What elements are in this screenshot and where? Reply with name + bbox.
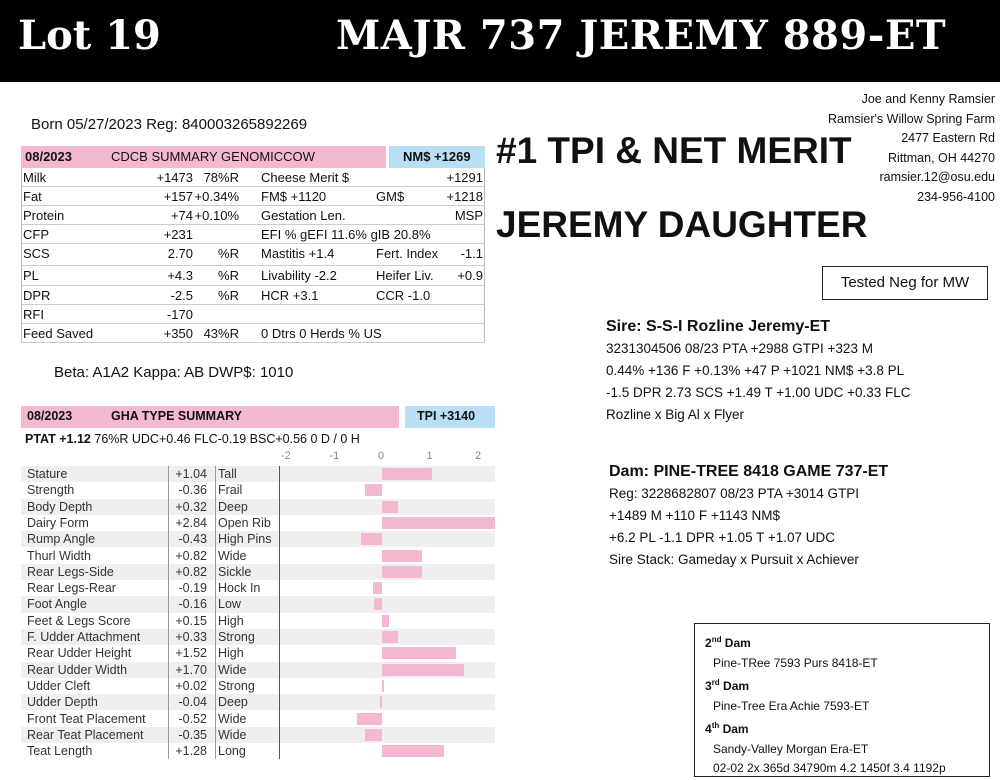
sire-line: -1.5 DPR 2.73 SCS +1.49 T +1.00 UDC +0.33 FLC (606, 385, 911, 400)
dam3-heading: 3rd Dam (705, 678, 750, 693)
summary-cell: %R (218, 288, 239, 303)
trait-value: +0.15 (175, 613, 207, 628)
summary-cell: GM$ (376, 189, 405, 204)
trait-name: Udder Cleft (27, 678, 91, 693)
dam-line: Reg: 3228682807 08/23 PTA +3014 GTPI (609, 486, 860, 501)
headline-sire: JEREMY DAUGHTER (496, 204, 868, 245)
column-divider (279, 466, 280, 759)
trait-name: Body Depth (27, 499, 93, 514)
trait-name: Rear Udder Height (27, 646, 132, 661)
trait-value: +0.32 (175, 499, 207, 514)
dam2-name: Pine-TRee 7593 Purs 8418-ET (713, 655, 878, 670)
summary-cell: +1218 (446, 189, 483, 204)
trait-value: +1.70 (175, 662, 207, 677)
trait-bar (382, 615, 389, 627)
summary-cell: Mastitis +1.4 (261, 246, 335, 261)
dam-heading: Dam: PINE-TREE 8418 GAME 737-ET (609, 463, 889, 480)
trait-descriptor: High (218, 613, 244, 628)
farm-city: Rittman, OH 44270 (888, 150, 995, 165)
trait-bar (382, 664, 464, 676)
trait-descriptor: Wide (218, 662, 247, 677)
scale-tick-label: 2 (475, 450, 482, 462)
summary-cell: PL (23, 268, 39, 283)
trait-name: F. Udder Attachment (27, 630, 141, 644)
dam-line: +1489 M +110 F +1143 NM$ (609, 508, 780, 523)
trait-descriptor: Low (218, 597, 241, 612)
pedigree-box (694, 623, 990, 777)
summary-cell: Livability -2.2 (261, 268, 337, 283)
type-trait-row (21, 727, 495, 743)
summary-row (21, 187, 485, 206)
summary-row (21, 244, 485, 266)
trait-bar (380, 696, 382, 708)
sire-line: 0.44% +136 F +0.13% +47 P +1021 NM$ +3.8 PL (606, 363, 905, 378)
summary-cell: Gestation Len. (261, 208, 346, 223)
trait-bar (357, 713, 382, 725)
summary-cell: %R (218, 246, 239, 261)
sire-line: Rozline x Big Al x Flyer (606, 407, 745, 422)
summary-cell: 0 Dtrs 0 Herds % US (261, 326, 382, 341)
trait-name: Rump Angle (27, 532, 96, 547)
summary-cell: Fat (23, 189, 42, 204)
trait-value: +2.84 (175, 515, 207, 530)
summary-cell: +74 (170, 208, 193, 223)
trait-name: Rear Udder Width (27, 662, 128, 677)
type-title: GHA TYPE SUMMARY (111, 409, 243, 423)
trait-descriptor: High (218, 646, 244, 661)
dam4-name: Sandy-Valley Morgan Era-ET (713, 741, 869, 756)
summary-cell: 2.70 (167, 246, 193, 261)
trait-descriptor: Deep (218, 499, 248, 514)
trait-descriptor: Open Rib (218, 515, 271, 530)
summary-row (21, 168, 485, 187)
type-trait-row (21, 613, 495, 629)
gha-type-summary (21, 406, 495, 759)
type-header (21, 406, 495, 428)
trait-name: Feet & Legs Score (27, 613, 131, 628)
summary-cell: -2.5 (170, 288, 193, 303)
trait-value: +0.33 (175, 630, 207, 644)
trait-bar (382, 680, 384, 692)
headline-rank: #1 TPI & NET MERIT (496, 130, 852, 171)
tpi-badge: TPI +3140 (405, 406, 495, 428)
type-trait-row (21, 629, 495, 645)
trait-name: Front Teat Placement (27, 711, 146, 726)
trait-name: Rear Legs-Side (27, 564, 114, 579)
scale-tick-label: -1 (329, 450, 340, 462)
farm-contact (828, 90, 995, 208)
dam4-heading: 4th Dam (705, 721, 749, 736)
summary-cell: HCR +3.1 (261, 288, 319, 303)
trait-value: -0.36 (178, 483, 207, 498)
trait-bar (382, 501, 398, 513)
trait-descriptor: Strong (218, 630, 255, 644)
type-date: 08/2023 (27, 409, 73, 423)
trait-value: -0.43 (178, 532, 207, 547)
trait-name: Thurl Width (27, 548, 91, 563)
trait-descriptor: Long (218, 744, 246, 759)
column-divider (168, 466, 169, 759)
trait-descriptor: Hock In (218, 581, 261, 596)
dam3-name: Pine-Tree Era Achie 7593-ET (713, 698, 870, 713)
trait-value: -0.52 (178, 711, 207, 726)
trait-value: +0.82 (175, 548, 207, 563)
summary-cell: +157 (163, 189, 193, 204)
trait-descriptor: High Pins (218, 532, 272, 547)
trait-value: +0.82 (175, 564, 207, 579)
type-trait-row (21, 678, 495, 694)
trait-value: +1.04 (175, 467, 207, 481)
summary-cell: DPR (23, 288, 51, 303)
type-trait-row (21, 694, 495, 710)
animal-name: MAJR 737 JEREMY 889-ET (336, 12, 947, 59)
summary-cell: CFP (23, 227, 49, 242)
trait-value: +1.28 (175, 744, 207, 759)
trait-name: Rear Teat Placement (27, 727, 144, 742)
trait-descriptor: Strong (218, 678, 255, 693)
trait-value: -0.04 (178, 695, 207, 710)
farm-street: 2477 Eastern Rd (901, 131, 995, 146)
column-divider (215, 466, 216, 759)
summary-cell: Protein (23, 208, 65, 223)
lot-header (0, 0, 1000, 82)
scale-tick-label: -2 (281, 450, 291, 462)
type-trait-row (21, 596, 495, 612)
trait-descriptor: Tall (218, 467, 237, 481)
trait-bar (373, 582, 382, 594)
trait-value: +0.02 (175, 678, 207, 693)
type-trait-row (21, 662, 495, 678)
summary-cell: 78%R (203, 170, 239, 185)
trait-name: Teat Length (27, 744, 93, 759)
summary-cell: +1291 (446, 170, 483, 185)
lot-number: Lot 19 (18, 12, 161, 59)
summary-cell: +0.34% (194, 189, 239, 204)
trait-value: -0.19 (178, 581, 207, 596)
dam2-heading: 2nd Dam (705, 635, 751, 650)
farm-name: Ramsier's Willow Spring Farm (828, 111, 995, 126)
trait-descriptor: Frail (218, 483, 243, 498)
summary-title: CDCB SUMMARY GENOMICCOW (111, 149, 315, 164)
birth-registration: Born 05/27/2023 Reg: 840003265892269 (31, 116, 308, 133)
summary-row (21, 225, 485, 244)
trait-descriptor: Wide (218, 727, 247, 742)
trait-bar (382, 631, 398, 643)
sire-info (606, 316, 911, 426)
summary-cell: Heifer Liv. (376, 268, 434, 283)
trait-descriptor: Wide (218, 548, 247, 563)
trait-bar (365, 484, 382, 496)
trait-value: -0.35 (178, 727, 207, 742)
farm-email: ramsier.12@osu.edu (879, 170, 995, 185)
trait-name: Dairy Form (27, 515, 89, 530)
trait-bar (382, 745, 444, 757)
trait-value: -0.16 (178, 597, 207, 612)
summary-cell: +0.9 (457, 268, 483, 283)
farm-owner: Joe and Kenny Ramsier (861, 92, 995, 106)
summary-cell: MSP (454, 208, 483, 223)
beta-kappa-line: Beta: A1A2 Kappa: AB DWP$: 1010 (54, 364, 294, 381)
type-trait-row (21, 499, 495, 515)
summary-cell: %R (218, 268, 239, 283)
sire-heading: Sire: S-S-I Rozline Jeremy-ET (606, 318, 831, 335)
type-trait-row (21, 645, 495, 661)
trait-name: Foot Angle (27, 597, 87, 612)
summary-header (21, 146, 485, 168)
nm-badge: NM$ +1269 (389, 146, 485, 168)
trait-name: Strength (27, 483, 75, 498)
scale-tick-label: 1 (426, 450, 433, 462)
dam-line: +6.2 PL -1.1 DPR +1.05 T +1.07 UDC (609, 530, 836, 545)
summary-cell: +1473 (156, 170, 193, 185)
trait-name: Stature (27, 467, 68, 481)
summary-cell: EFI % gEFI 11.6% gIB 20.8% (261, 227, 431, 242)
trait-bar (374, 598, 382, 610)
summary-cell: +350 (163, 326, 193, 341)
dam-info (609, 461, 888, 571)
summary-cell: FM$ +1120 (261, 189, 327, 204)
summary-row (21, 305, 485, 324)
summary-cell: +231 (163, 227, 193, 242)
summary-cell: CCR -1.0 (376, 288, 431, 303)
trait-bar (382, 517, 495, 529)
summary-row (21, 206, 485, 225)
dam4-record: 02-02 2x 365d 34790m 4.2 1450f 3.4 1192p (713, 761, 946, 775)
summary-cell: SCS (23, 246, 50, 261)
type-trait-row (21, 711, 495, 727)
trait-bar (382, 566, 422, 578)
trait-value: +1.52 (175, 646, 207, 661)
sire-line: 3231304506 08/23 PTA +2988 GTPI +323 M (606, 341, 873, 356)
summary-date: 08/2023 (25, 149, 72, 164)
summary-cell: +4.3 (167, 268, 193, 283)
summary-cell: Fert. Index (376, 246, 439, 261)
type-trait-row (21, 564, 495, 580)
cdcb-summary-table (21, 146, 485, 343)
trait-bar (365, 729, 382, 741)
dam-line: Sire Stack: Gameday x Pursuit x Achiever (609, 552, 859, 567)
summary-cell: Cheese Merit $ (261, 170, 350, 185)
type-trait-row (21, 515, 495, 531)
summary-cell: +0.10% (194, 208, 239, 223)
summary-cell: Feed Saved (23, 326, 94, 341)
type-trait-row (21, 548, 495, 564)
trait-descriptor: Deep (218, 695, 248, 710)
trait-name: Udder Depth (27, 695, 98, 710)
mw-test-box: Tested Neg for MW (822, 266, 988, 300)
summary-cell: -1.1 (460, 246, 483, 261)
type-trait-row (21, 743, 495, 759)
summary-row (21, 266, 485, 286)
trait-bar (382, 550, 422, 562)
type-trait-row (21, 466, 495, 482)
summary-row (21, 286, 485, 305)
type-trait-row (21, 482, 495, 498)
summary-cell: RFI (23, 307, 44, 322)
summary-cell: -170 (166, 307, 193, 322)
type-trait-row (21, 580, 495, 596)
trait-descriptor: Wide (218, 711, 247, 726)
ptat-line: PTAT +1.12 76%R UDC+0.46 FLC-0.19 BSC+0.56 0 D / 0 H (25, 432, 360, 446)
summary-cell: Milk (23, 170, 47, 185)
trait-bar (361, 533, 382, 545)
scale-tick-label: 0 (378, 450, 385, 462)
summary-row (21, 324, 485, 343)
trait-descriptor: Sickle (218, 564, 252, 579)
trait-bar (382, 647, 456, 659)
type-trait-row (21, 531, 495, 547)
farm-phone: 234-956-4100 (917, 189, 995, 204)
trait-bar (382, 468, 432, 480)
summary-cell: 43%R (203, 326, 239, 341)
trait-name: Rear Legs-Rear (27, 581, 116, 596)
